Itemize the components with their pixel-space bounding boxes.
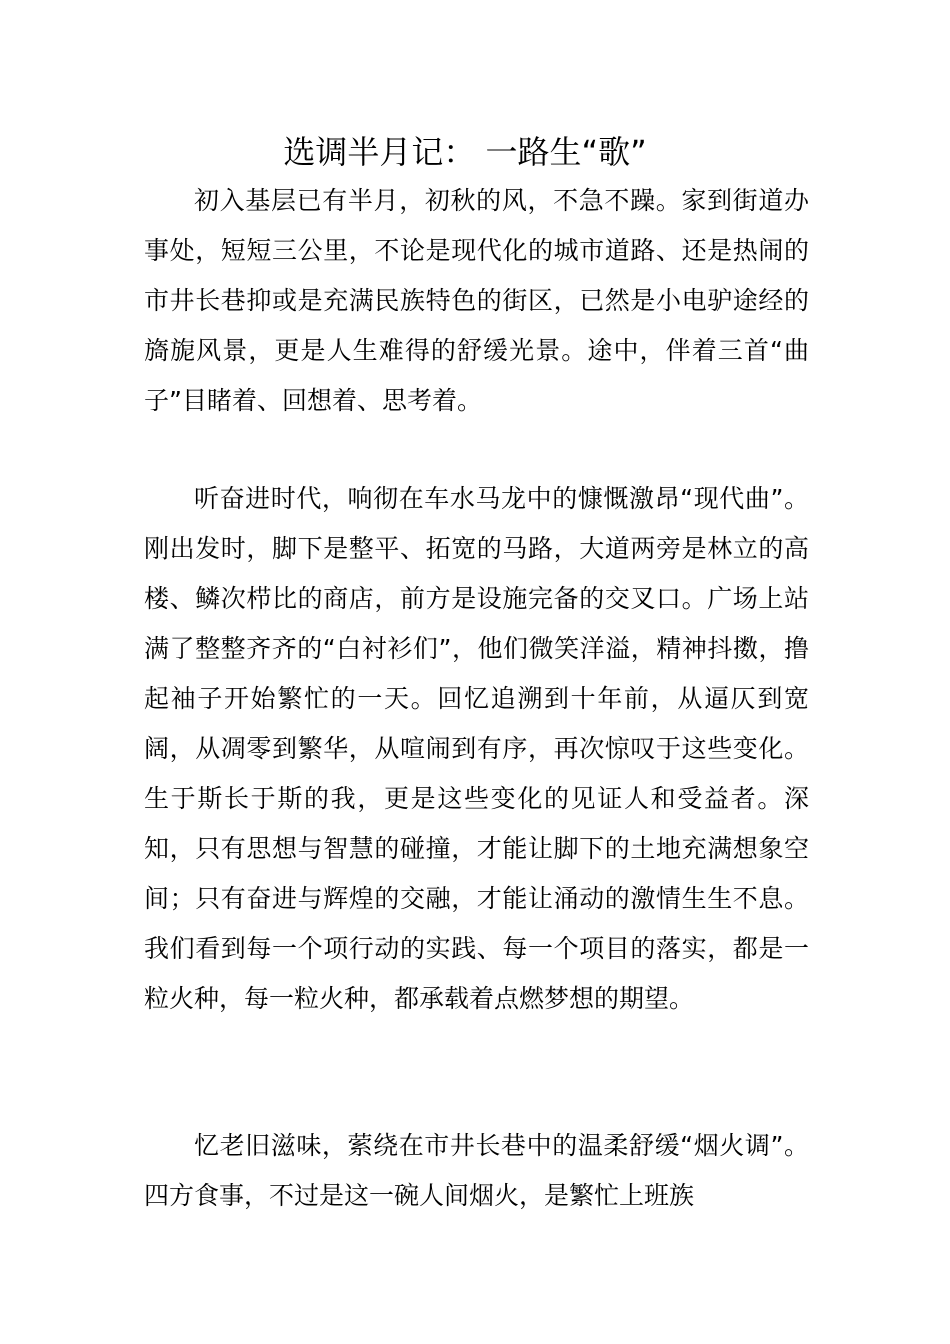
document-title: 选调半月记： 一路生“歌” xyxy=(283,133,647,171)
paragraph-1-block xyxy=(144,176,809,426)
paragraph-2: 听奋进时代，响彻在车水马龙中的慷慨激昂“现代曲”。刚出发时，脚下是整平、拓宽的马路，大道两旁是林立的高楼、鳞次栉比的商店，前方是设施完备的交叉口。广场上站满了整整齐齐的“白衬衫们”，他们微笑洋溢，精神抖擞，撸起袖子开始繁忙的一天。回忆追溯到十年前，从逼仄到宽阔，从凋零到繁华，从喧闹到有序，再次惊叹于这些变化。生于斯长于斯的我，更是这些变化的见证人和受益者。深知，只有思想与智慧的碰撞，才能让脚下的土地充满想象空间；只有奋进与辉煌的交融，才能让涌动的激情生生不息。我们看到每一个项行动的实践、每一个项目的落实，都是一粒火种，每一粒火种，都承载着点燃梦想的期望。 xyxy=(144,484,809,1013)
paragraph-1: 初入基层已有半月，初秋的风，不急不躁。家到街道办事处，短短三公里，不论是现代化的城市道路、还是热闹的市井长巷抑或是充满民族特色的街区，已然是小电驴途经的旖旎风景，更是人生难得的舒缓光景。途中，伴着三首“曲子”目睹着、回想着、思考着。 xyxy=(144,186,809,415)
paragraph-3: 忆老旧滋味，萦绕在市井长巷中的温柔舒缓“烟火调”。四方食事，不过是这一碗人间烟火，是繁忙上班族 xyxy=(144,1131,809,1210)
paragraph-2-block xyxy=(144,474,809,1024)
paragraph-3-block xyxy=(144,1121,809,1221)
